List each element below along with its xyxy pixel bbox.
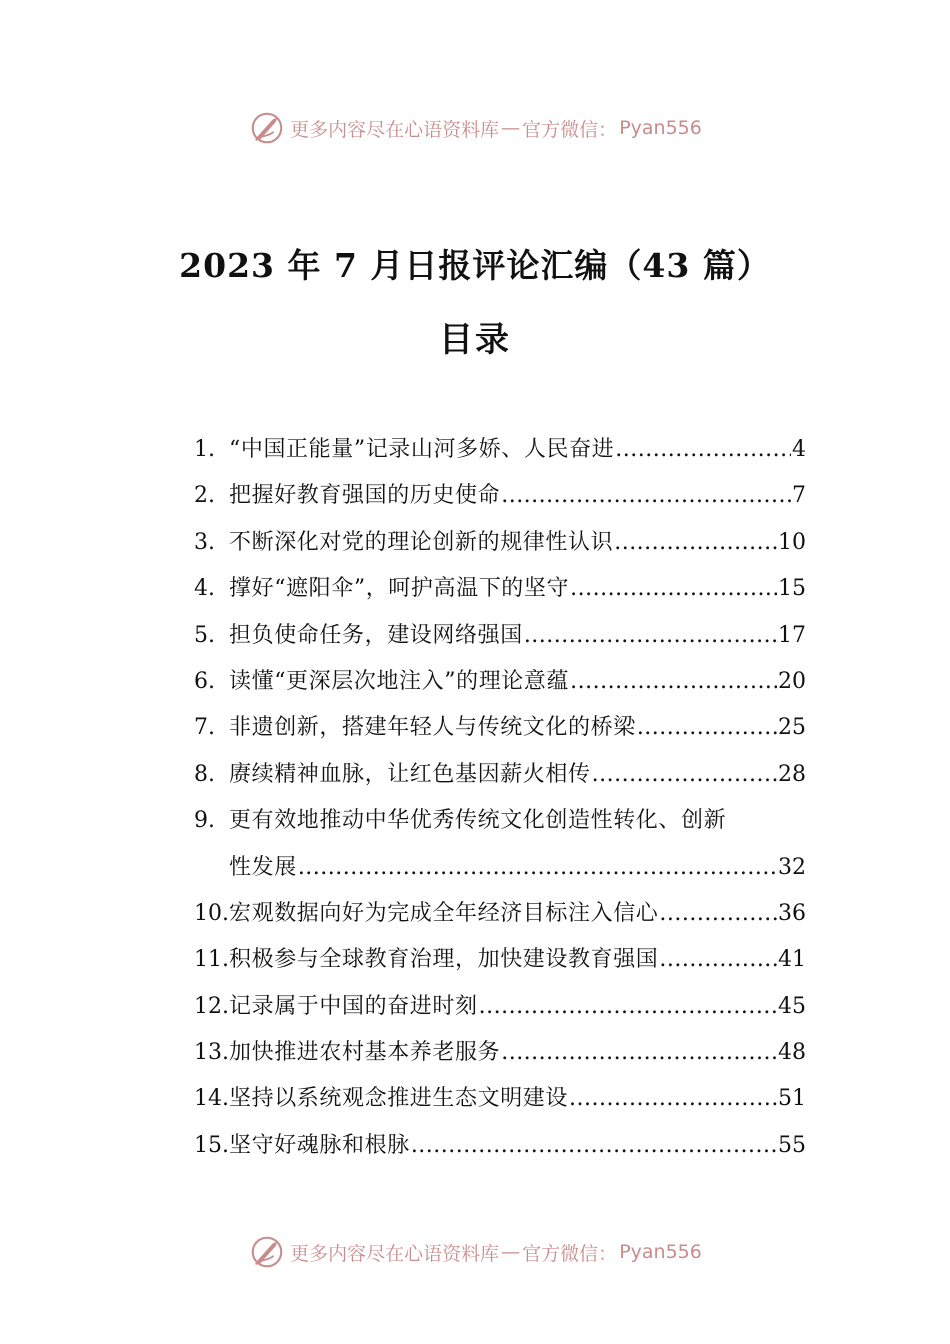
toc-entry-title-line2: 性发展 — [229, 854, 297, 880]
toc-entry-number: 8. — [194, 761, 215, 787]
toc-leader-dots — [615, 427, 791, 473]
toc-entry[interactable] — [194, 937, 806, 983]
toc-entry[interactable] — [194, 520, 806, 566]
pen-nib-logo-icon — [248, 109, 286, 147]
toc-entry[interactable] — [194, 752, 806, 798]
toc-entry-title: 担负使命任务，建设网络强国 — [229, 622, 523, 648]
toc-entry-number: 3. — [194, 529, 215, 555]
toc-leader-dots — [659, 891, 777, 937]
watermark-separator: — — [501, 117, 521, 139]
toc-entry-number: 7. — [194, 715, 215, 741]
toc-leader-dots — [501, 1030, 777, 1076]
toc-entry-number: 9. — [194, 808, 215, 834]
toc-leader-dots — [569, 1076, 777, 1122]
toc-entry-page: 7 — [792, 483, 806, 509]
toc-leader-dots — [524, 613, 777, 659]
toc-entry-page: 32 — [778, 854, 806, 880]
toc-entry-page: 36 — [778, 900, 806, 926]
watermark-label: 官方微信： — [522, 118, 618, 141]
toc-entry-title: 积极参与全球教育治理，加快建设教育强国 — [229, 947, 659, 973]
toc-entry-number: 5. — [194, 622, 215, 648]
toc-entry-title: 记录属于中国的奋进时刻 — [229, 993, 478, 1019]
watermark-separator: — — [501, 1241, 521, 1263]
toc-entry-page: 25 — [778, 715, 806, 741]
toc-leader-dots — [501, 473, 791, 519]
toc-entry-title: “中国正能量”记录山河多娇、人民奋进 — [229, 437, 615, 462]
toc-entry[interactable] — [194, 659, 806, 705]
toc-entry[interactable] — [194, 427, 806, 473]
toc-entry-number: 6. — [194, 668, 215, 694]
toc-leader-dots — [614, 520, 777, 566]
toc-entry-page: 55 — [778, 1132, 806, 1158]
footer-watermark — [0, 1232, 950, 1272]
toc-entry-page: 48 — [778, 1040, 806, 1066]
toc-entry-title: 加快推进农村基本养老服务 — [229, 1040, 501, 1066]
toc-entry-number: 1. — [194, 437, 215, 462]
toc-leader-dots — [479, 984, 777, 1030]
toc-entry-title: 赓续精神血脉，让红色基因薪火相传 — [229, 761, 591, 787]
toc-entry-page: 4 — [792, 437, 806, 462]
pen-nib-logo-icon — [248, 1233, 286, 1271]
table-of-contents — [194, 427, 806, 1169]
toc-entry-title: 把握好教育强国的历史使命 — [229, 483, 501, 509]
toc-leader-dots — [592, 752, 777, 798]
toc-leader-dots — [411, 1123, 777, 1169]
header-watermark — [0, 108, 950, 148]
toc-entry-title: 读懂“更深层次地注入”的理论意蕴 — [229, 668, 570, 694]
watermark-text: 更多内容尽在心语资料库 — [290, 118, 500, 141]
toc-entry-page: 41 — [778, 947, 806, 973]
toc-entry-title-line1: 更有效地推动中华优秀传统文化创造性转化、创新 — [229, 808, 727, 834]
toc-heading: 目录 — [439, 320, 511, 360]
toc-entry-number: 4. — [194, 576, 215, 602]
watermark-account: Pyan556 — [619, 117, 702, 139]
toc-entry-number: 10. — [194, 900, 229, 926]
toc-entry-page: 45 — [778, 993, 806, 1019]
toc-entry-page: 20 — [778, 668, 806, 694]
toc-entry-title: 坚持以系统观念推进生态文明建设 — [229, 1086, 569, 1112]
toc-entry-page: 28 — [778, 761, 806, 787]
toc-entry[interactable] — [194, 891, 806, 937]
toc-entry-page: 51 — [778, 1086, 806, 1112]
toc-leader-dots — [570, 566, 777, 612]
toc-entry[interactable] — [194, 473, 806, 519]
toc-entry-title: 撑好“遮阳伞”，呵护高温下的坚守 — [229, 576, 570, 602]
toc-entry[interactable] — [194, 613, 806, 659]
toc-entry-number: 2. — [194, 483, 215, 509]
toc-entry-number: 12. — [194, 993, 229, 1019]
toc-leader-dots — [570, 659, 777, 705]
watermark-label: 官方微信： — [522, 1242, 618, 1265]
toc-entry-number: 11. — [194, 947, 229, 973]
toc-entry[interactable] — [194, 566, 806, 612]
toc-entry[interactable] — [194, 798, 806, 891]
toc-entry[interactable] — [194, 1076, 806, 1122]
toc-entry-number: 14. — [194, 1086, 229, 1112]
document-title: 2023 年 7 月日报评论汇编（43 篇） — [179, 246, 771, 285]
toc-entry[interactable] — [194, 1030, 806, 1076]
toc-leader-dots — [659, 937, 777, 983]
watermark-account: Pyan556 — [619, 1241, 702, 1263]
toc-entry-page: 10 — [778, 529, 806, 555]
toc-entry-title: 不断深化对党的理论创新的规律性认识 — [229, 529, 614, 555]
toc-entry[interactable] — [194, 984, 806, 1030]
toc-entry[interactable] — [194, 705, 806, 751]
toc-entry-page: 15 — [778, 576, 806, 602]
toc-leader-dots — [298, 845, 777, 891]
toc-entry-title: 宏观数据向好为完成全年经济目标注入信心 — [229, 900, 659, 926]
toc-entry-number: 15. — [194, 1132, 229, 1158]
watermark-text: 更多内容尽在心语资料库 — [290, 1242, 500, 1265]
toc-entry-title: 坚守好魂脉和根脉 — [229, 1132, 410, 1158]
toc-entry-title: 非遗创新，搭建年轻人与传统文化的桥梁 — [229, 715, 636, 741]
toc-entry-number: 13. — [194, 1040, 229, 1066]
toc-leader-dots — [637, 705, 777, 751]
toc-entry[interactable] — [194, 1123, 806, 1169]
toc-entry-page: 17 — [778, 622, 806, 648]
